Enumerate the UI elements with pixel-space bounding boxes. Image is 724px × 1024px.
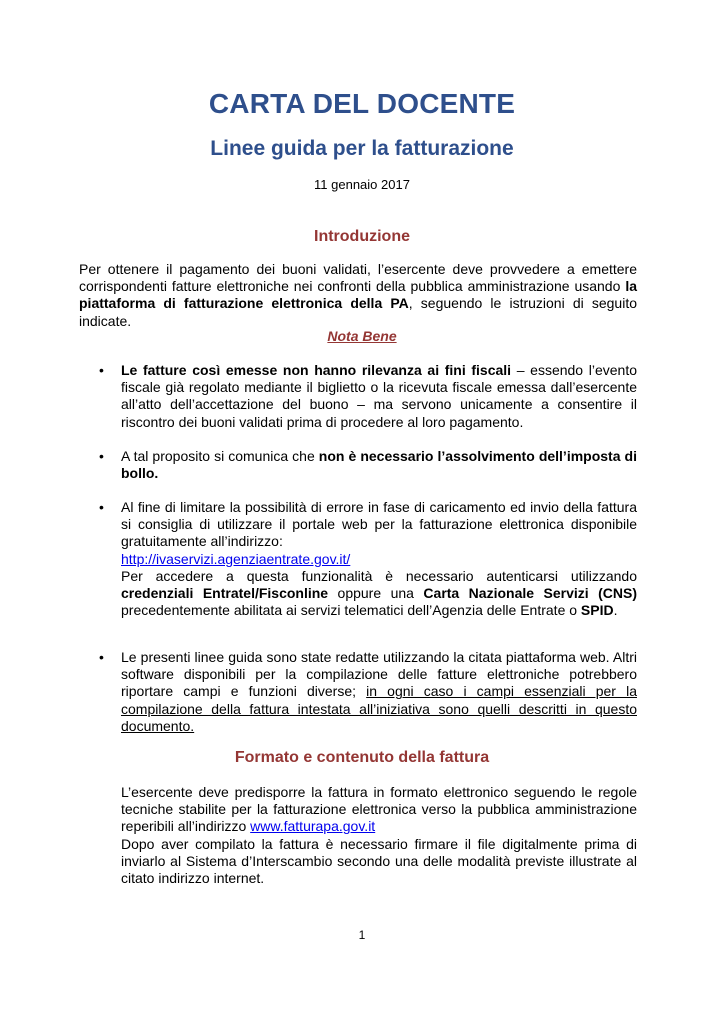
list-item <box>99 649 637 735</box>
bullet-3-bold1: credenziali Entratel/Fisconline <box>121 585 329 602</box>
bullet-text-4 <box>121 649 637 735</box>
bullet-text-2 <box>121 448 637 482</box>
bullet-3-text2: Per accedere a questa funzionalità è necessario autenticarsi utilizzando <box>121 567 637 584</box>
formato-text-1 <box>121 784 637 836</box>
bullet-3-text5: . <box>613 602 618 619</box>
bullet-icon: • <box>99 362 104 378</box>
bullet-icon: • <box>99 448 104 464</box>
bullet-icon: • <box>99 649 104 665</box>
formato-text-2: Dopo aver compilato la fattura è necessario firmare il file digitalmente prima di inviarlo al Sistema d’Interscambio secondo una delle modalità previste illustrate al citato indirizzo internet. <box>121 835 637 887</box>
bullet-3-link-line <box>121 551 637 568</box>
bullet-2-bold: non è necessario l’assolvimento dell’imposta di bollo. <box>121 448 637 482</box>
heading-formato: Formato e contenuto della fattura <box>234 749 490 766</box>
agenzia-entrate-link[interactable]: http://ivaservizi.agenziaentrate.gov.it/ <box>121 550 351 567</box>
document-title: CARTA DEL DOCENTE <box>208 88 516 119</box>
formato-paragraph <box>121 784 637 887</box>
document-date: 11 gennaio 2017 <box>314 177 410 192</box>
bullet-4-text: Le presenti linee guida sono state redatte utilizzando la citata piattaforma web. Altri software disponibili per la compilazione delle fatture elettroniche potrebbero riportare campi e funzioni diverse; <box>121 649 637 700</box>
intro-paragraph <box>79 261 637 330</box>
intro-text-after: , seguendo le istruzioni di seguito indicate. <box>79 295 637 329</box>
bullet-text-3 <box>121 499 637 551</box>
bullet-3-bold3: SPID <box>580 602 614 619</box>
bullet-3-auth-text <box>121 568 637 620</box>
fatturapa-link[interactable]: www.fatturapa.gov.it <box>250 818 376 835</box>
bullet-text-1 <box>121 362 637 431</box>
page-number: 1 <box>358 928 366 942</box>
formato-text1: L’esercente deve predisporre la fattura in formato elettronico seguendo le regole tecniche stabilite per la fatturazione elettronica verso la pubblica amministrazione reperibili all’indirizzo <box>121 784 637 835</box>
heading-introduzione: Introduzione <box>314 228 410 245</box>
nota-bene: Nota Bene <box>327 328 397 344</box>
bullet-4-underlined: in ogni caso i campi essenziali per la compilazione della fattura intestata all’iniziativa sono quelli descritti in questo documento. <box>121 683 637 734</box>
bullet-1-bold: Le fatture così emesse non hanno rilevanza ai fini fiscali <box>121 362 512 378</box>
bullet-icon: • <box>99 499 104 515</box>
bullet-3-bold2: Carta Nazionale Servizi (CNS) <box>423 585 637 602</box>
bullet-3-text3: oppure una <box>328 585 424 602</box>
intro-text-bold: la piattaforma di fatturazione elettronica della PA <box>79 278 637 312</box>
document-subtitle: Linee guida per la fatturazione <box>210 137 514 160</box>
list-item <box>99 499 637 619</box>
bullet-2-text: A tal proposito si comunica che <box>121 448 319 464</box>
bullet-1-text: – essendo l’evento fiscale già regolato mediante il biglietto o la ricevuta fiscale emessa dall’esercente all’atto dell’accettazione del buono – ma servono unicamente a consentire il riscontro dei buoni validati prima di procedere al loro pagamento. <box>121 362 638 430</box>
list-item <box>99 448 637 482</box>
bullet-3-text1: Al fine di limitare la possibilità di errore in fase di caricamento ed invio della fattura si consiglia di utilizzare il portale web per la fatturazione elettronica disponibile gratuitamente all’indirizzo: <box>121 499 637 550</box>
intro-text-before: Per ottenere il pagamento dei buoni validati, l’esercente deve provvedere a emettere corrispondenti fatture elettroniche nei confronti della pubblica amministrazione usando <box>79 261 637 295</box>
list-item <box>99 362 638 431</box>
bullet-3-text4: precedentemente abilitata ai servizi telematici dell’Agenzia delle Entrate o <box>121 602 581 619</box>
